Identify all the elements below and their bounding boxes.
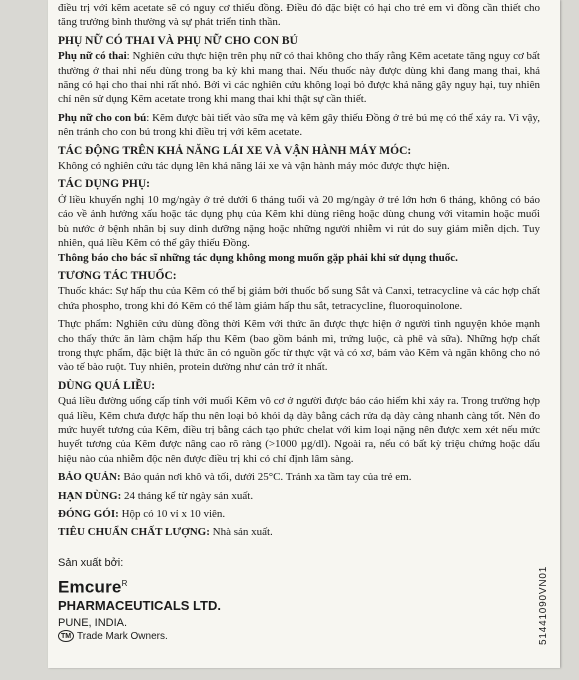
- packaging-line: [58, 507, 540, 521]
- storage-line: [58, 470, 540, 484]
- interactions-heading: TƯƠNG TÁC THUỐC:: [58, 269, 177, 282]
- side-effects-text: Ở liều khuyến nghị 10 mg/ngày ở trẻ dưới 6 tháng tuổi và 20 mg/ngày ở trẻ lớn hơn 6 tháng, không có báo cáo về ảnh hưởng xấu hoặc tác dụng phụ của Kẽm khi dùng riêng hoặc dùng chung với vitamin hoặc muối bù nước ở bệnh nhân bị suy dinh dưỡng nặng hoặc những người nhiễm vi rút do suy giảm miễn dịch. Tuy nhiên, quá liều Kẽm có thể gây thiếu Đồng.: [58, 193, 540, 250]
- pregnant-paragraph: [58, 49, 540, 107]
- packaging-text: Hộp có 10 vỉ x 10 viên.: [118, 508, 226, 520]
- trademark-icon: TM: [58, 630, 74, 642]
- side-code: 51441090VN01: [538, 565, 549, 645]
- pregnant-label: Phụ nữ có thai: [58, 50, 127, 63]
- intro-paragraph: điều trị với kẽm acetate sẽ có nguy cơ thiếu đồng. Điều đó đặc biệt có hại cho trẻ em vì đồng cần thiết cho tăng trưởng bình thường và sự phát triển tinh thần.: [58, 2, 540, 29]
- overdose-text: Quá liều đường uống cấp tính với muối Kẽm vô cơ ở người được báo cáo hiếm khi xảy ra. Trong trường hợp quá liều, Kẽm chưa được hấp thu nên loại bỏ khỏi dạ dày bằng cách rửa dạ dày càng nhanh càng tốt. Nên đo mức huyết tương của Kẽm, điều trị bằng cách tạo phức chelat với kim loại nặng nên được xem xét nếu mức huyết tương của Kẽm được nâng cao rõ ràng (>1000 µg/dl). Ngoài ra, nếu có bất kỳ triệu chứng hoặc dấu hiệu nào của nhiễm độc nên được điều trị khi có chỉ định lâm sàng.: [58, 395, 540, 465]
- manufacturer-brand: [58, 574, 540, 598]
- manufacturer-label: Sản xuất bởi:: [58, 556, 124, 569]
- trademark-line: [58, 630, 540, 643]
- packaging-label: ĐÓNG GÓI:: [58, 508, 119, 520]
- interactions-drugs: Thuốc khác: Sự hấp thu của Kẽm có thể bị giảm bởi thuốc bổ sung Sắt và Canxi, tetracycline và các hợp chất chứa phospho, trong khi đó Kẽm có thể làm giảm hấp thu sắt, tetracycline, fluoroquinolone.: [58, 285, 540, 312]
- overdose-heading: DÙNG QUÁ LIỀU:: [58, 379, 156, 392]
- registered-mark: R: [121, 579, 128, 589]
- trademark-text: Trade Mark Owners.: [77, 630, 168, 642]
- manufacturer-company: PHARMACEUTICALS LTD.: [58, 597, 221, 613]
- shelf-life-line: [58, 489, 540, 503]
- manufacturer-address: PUNE, INDIA.: [58, 616, 128, 629]
- shelf-life-label: HẠN DÙNG:: [58, 489, 122, 502]
- storage-label: BẢO QUẢN:: [58, 471, 121, 484]
- driving-heading: TÁC ĐỘNG TRÊN KHẢ NĂNG LÁI XE VÀ VẬN HÀNH MÁY MÓC:: [58, 144, 412, 157]
- standard-label: TIÊU CHUẨN CHẤT LƯỢNG:: [58, 526, 210, 539]
- leaflet-content: [58, 1, 540, 643]
- brand-name: Emcure: [58, 577, 122, 597]
- driving-text: Không có nghiên cứu tác dụng lên khả năng lái xe và vận hành máy móc được thực hiện.: [58, 160, 450, 173]
- side-effects-notice: [58, 251, 540, 265]
- pregnancy-heading: PHỤ NỮ CÓ THAI VÀ PHỤ NỮ CHO CON BÚ: [58, 34, 298, 47]
- side-effects-heading: TÁC DỤNG PHỤ:: [58, 178, 150, 191]
- shelf-life-text: 24 tháng kể từ ngày sản xuất.: [121, 489, 254, 502]
- breastfeeding-paragraph: [58, 111, 540, 140]
- standard-line: [58, 525, 540, 539]
- side-effects-notice-text: Thông báo cho bác sĩ những tác dụng không mong muốn gặp phải khi sử dụng thuốc.: [58, 251, 458, 264]
- standard-text: Nhà sản xuất.: [209, 526, 273, 539]
- breastfeeding-label: Phụ nữ cho con bú: [58, 111, 147, 124]
- interactions-food: Thực phẩm: Nghiên cứu dùng đồng thời Kẽm với thức ăn được thực hiện ở người tình nguyện khỏe mạnh cho thấy thức ăn làm chậm hấp thu Kẽm (bao gồm bánh mì, trứng luộc, cà phê và sữa). Những hợp chất trong thực phẩm, đặc biệt là thức ăn có nguồn gốc từ thực vật và có xơ, bám vào Kẽm và ngăn không cho nó vào tế bào ruột. Tuy nhiên, protein dường như cản trở ít nhất.: [58, 318, 540, 374]
- storage-text: Bảo quản nơi khô và tối, dưới 25°C. Tránh xa tầm tay của trẻ em.: [120, 471, 412, 484]
- breastfeeding-text: : Kẽm được bài tiết vào sữa mẹ và kẽm gây thiếu Đồng ở trẻ bú mẹ có thể xảy ra. Vì vậy, nên tránh cho con bú trong khi điều trị với kẽm acetate.: [58, 111, 540, 139]
- pregnant-text: : Nghiên cứu thực hiện trên phụ nữ có thai không cho thấy rằng Kẽm acetate tăng nguy cơ bất thường ở thai nhi nếu dùng trong ba kỳ khi mang thai. Nếu thuốc này được dùng khi đang mang thai, khả năng có hại cho thai nhi rất nhỏ. Bởi vì các nghiên cứu không loại bỏ được khả năng gây nguy hại, tuy nhiên chỉ nên sử dụng Kẽm acetate trong khi mang thai khi thật sự cần thiết.: [58, 50, 540, 106]
